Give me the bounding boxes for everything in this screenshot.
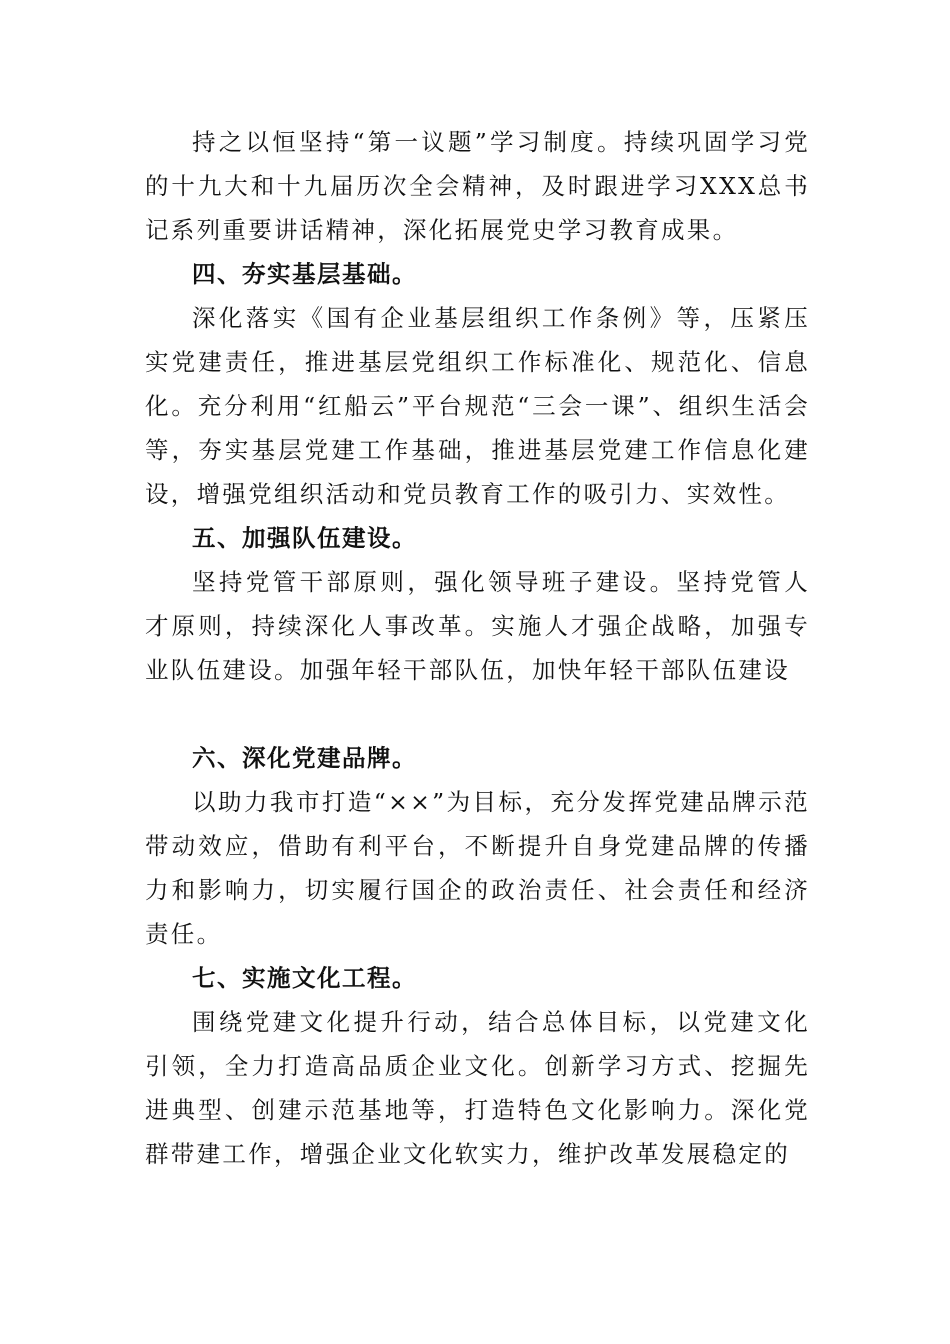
paragraph-study-system: 持之以恒坚持“第一议题”学习制度。持续巩固学习党的十九大和十九届历次全会精神，及时跟进学习XXX总书记系列重要讲话精神，深化拓展党史学习教育成果。 (145, 128, 810, 244)
paragraph-grassroots: 深化落实《国有企业基层组织工作条例》等，压紧压实党建责任，推进基层党组织工作标准化、规范化、信息化。充分利用“红船云”平台规范“三会一课”、组织生活会等，夯实基层党建工作基础，推进基层党建工作信息化建设，增强党组织活动和党员教育工作的吸引力、实效性。 (145, 304, 810, 508)
heading-section-5: 五、加强队伍建设。 (192, 524, 417, 552)
document-body (145, 120, 810, 1176)
blank-line (145, 692, 810, 736)
paragraph-team-building: 坚持党管干部原则，强化领导班子建设。坚持党管人才原则，持续深化人事改革。实施人才强企战略，加强专业队伍建设。加强年轻干部队伍，加快年轻干部队伍建设 (145, 568, 810, 684)
heading-section-4: 四、夯实基层基础。 (192, 260, 417, 288)
heading-section-6: 六、深化党建品牌。 (192, 744, 417, 772)
paragraph-culture-project: 围绕党建文化提升行动，结合总体目标，以党建文化引领，全力打造高品质企业文化。创新学习方式、挖掘先进典型、创建示范基地等，打造特色文化影响力。深化党群带建工作，增强企业文化软实力，维护改革发展稳定的 (145, 1008, 810, 1168)
paragraph-party-brand: 以助力我市打造“××”为目标，充分发挥党建品牌示范带动效应，借助有利平台，不断提升自身党建品牌的传播力和影响力，切实履行国企的政治责任、社会责任和经济责任。 (145, 788, 810, 948)
heading-section-7: 七、实施文化工程。 (192, 964, 417, 992)
